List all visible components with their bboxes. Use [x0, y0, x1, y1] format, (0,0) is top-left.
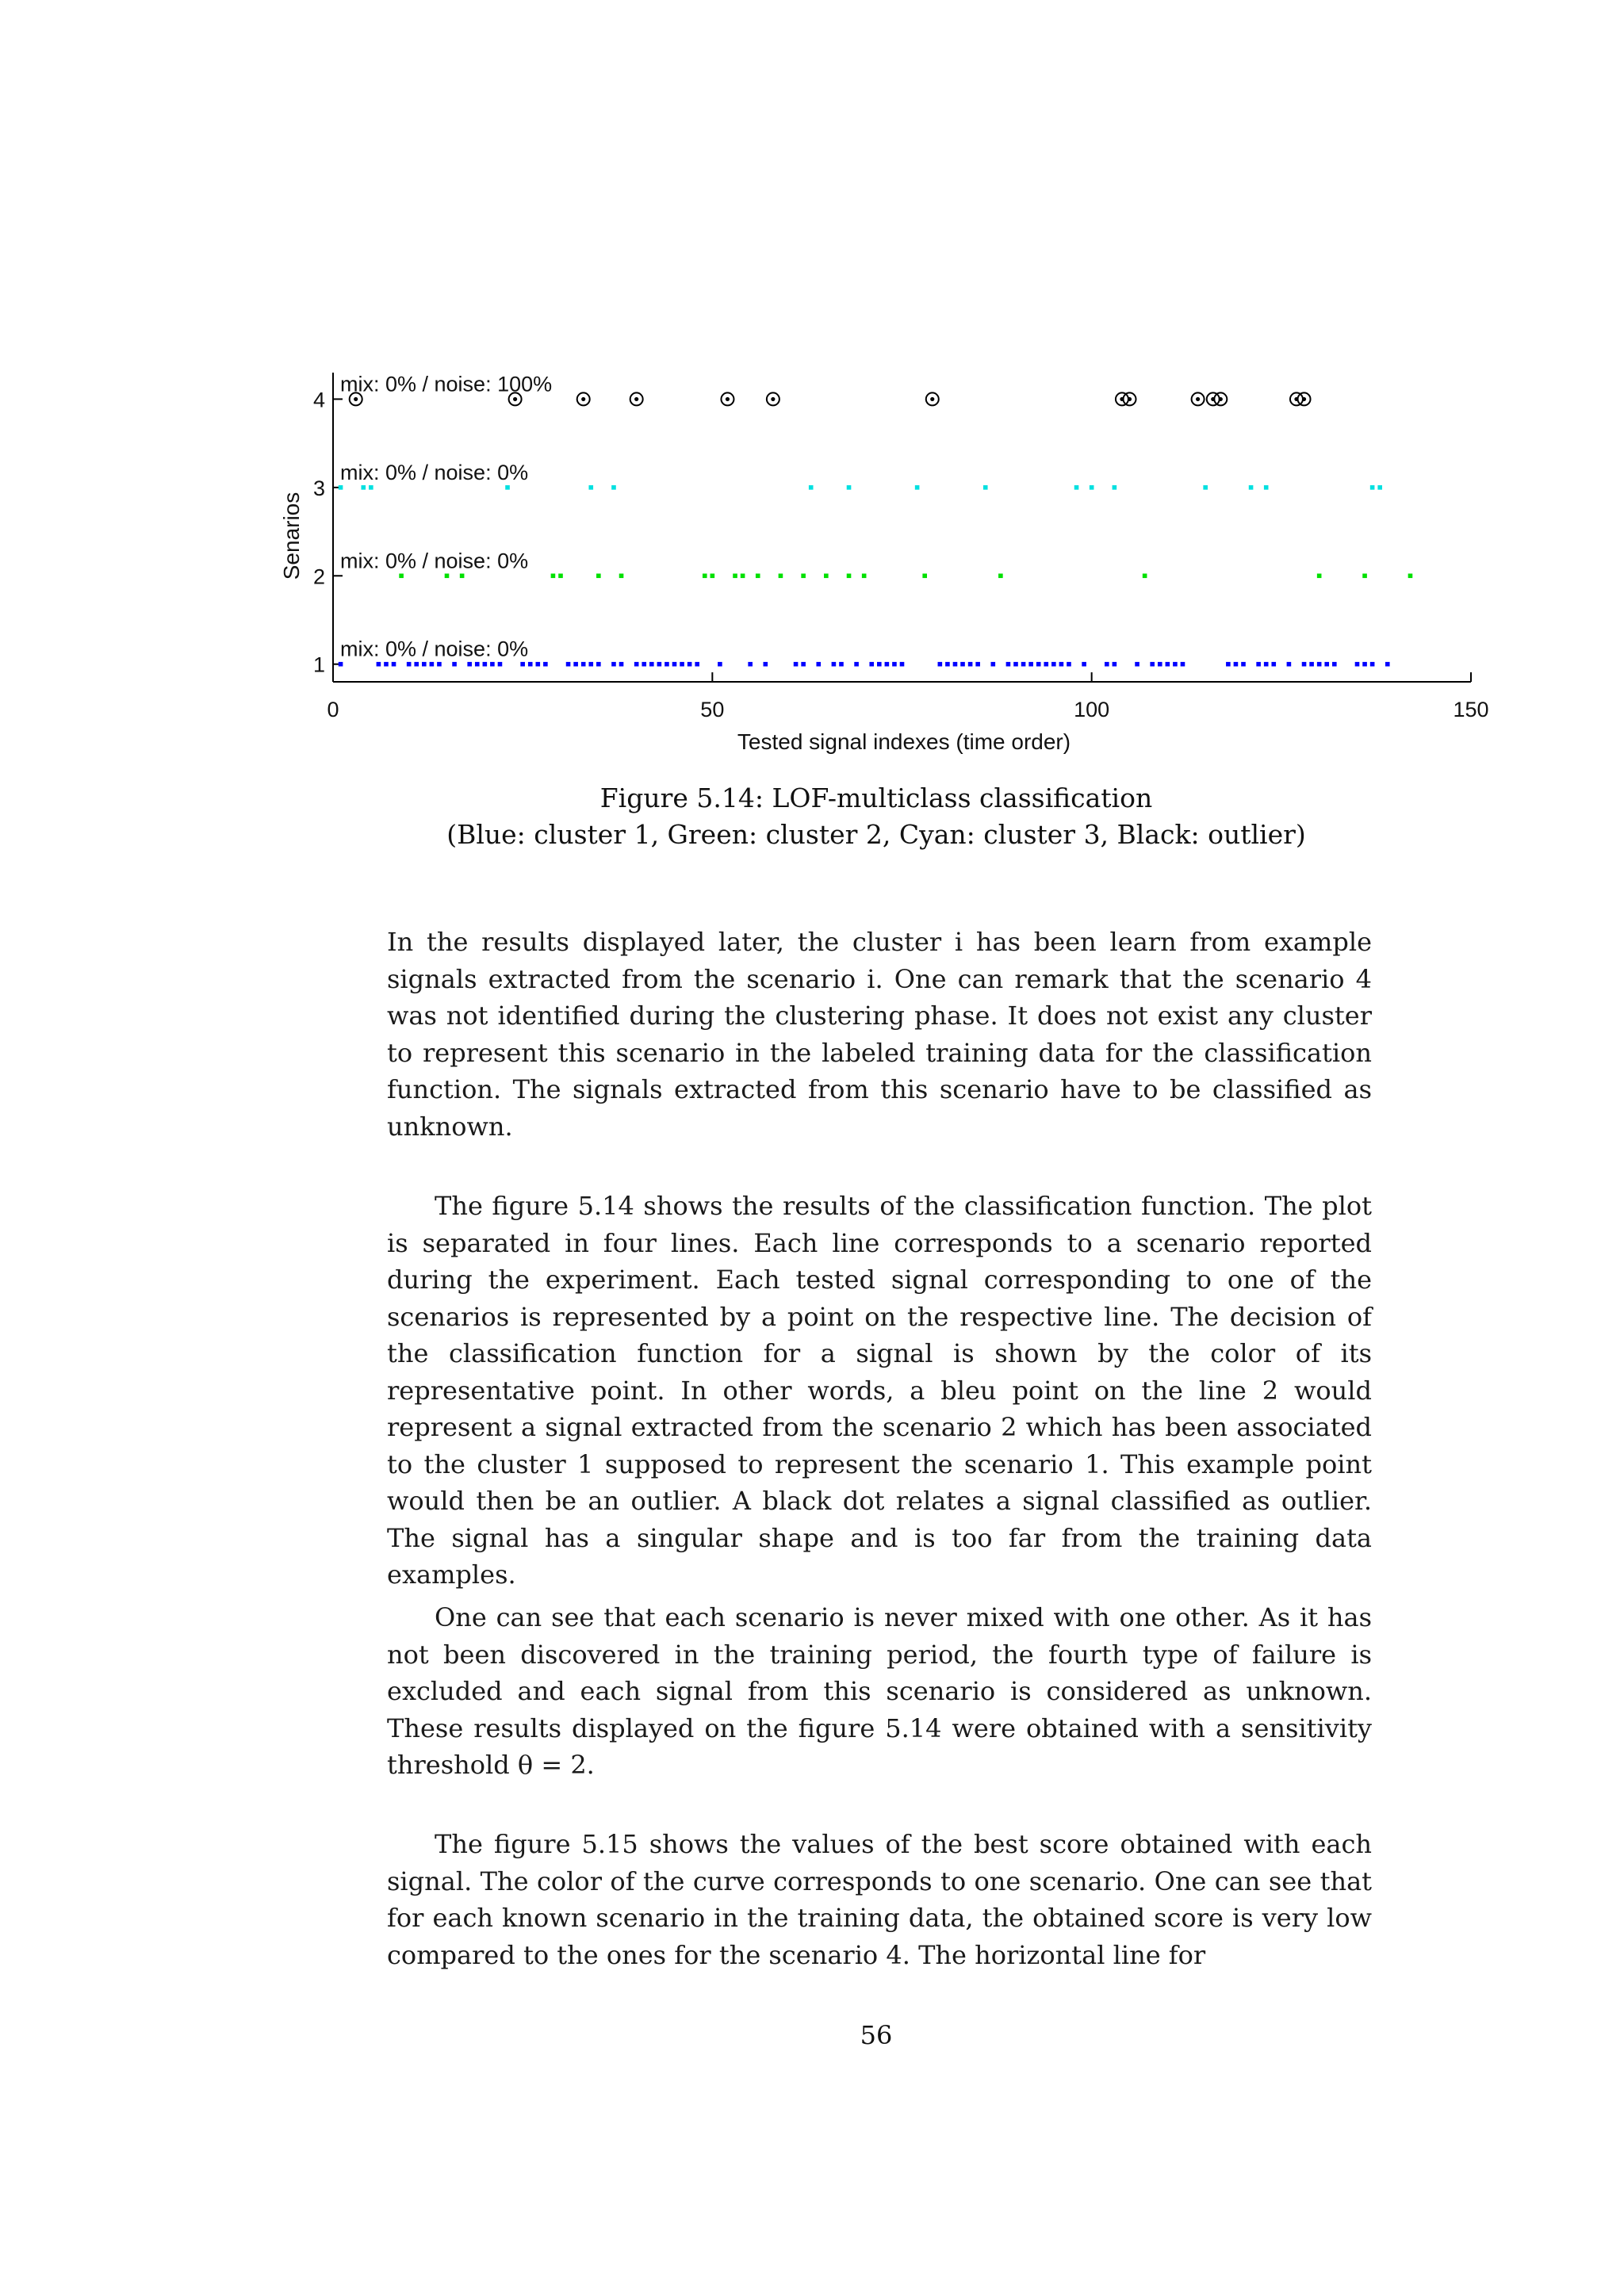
scenario-1-point: [839, 662, 844, 667]
scenario-3-point: [588, 485, 593, 490]
scenario-3-point: [361, 485, 366, 490]
scenario-1-point: [1013, 662, 1018, 667]
figure-caption-line1: Figure 5.14: LOF-multiclass classification: [599, 783, 1153, 813]
scenario-1-point: [377, 662, 381, 667]
chart-axes: [313, 372, 1489, 721]
scenario-1-point: [536, 662, 541, 667]
scenario-1-point: [1324, 662, 1329, 667]
scenario-1-point: [869, 662, 874, 667]
scenario-1-point: [483, 662, 488, 667]
scenario-1-point: [1036, 662, 1041, 667]
scenario-3-point: [1203, 485, 1208, 490]
scenario-1-point: [968, 662, 973, 667]
scenario-1-point: [1181, 662, 1185, 667]
scenario-1-point: [1173, 662, 1178, 667]
scenario-1-point: [1309, 662, 1314, 667]
scenario-2-point: [741, 573, 745, 578]
paragraph-4: The figure 5.15 shows the values of the best score obtained with each signal. The color of the curve corresponds to one scenario. One can see that for each known scenario in the training data, the obtained score is very low compared to the ones for the scenario 4. The horizontal line for: [387, 1829, 1372, 1970]
scenario-3-point: [339, 485, 343, 490]
scenario-1-point: [680, 662, 684, 667]
scenario-1-point: [1385, 662, 1390, 667]
scenario-1-point: [688, 662, 692, 667]
y-tick-label: 4: [312, 388, 325, 412]
scenario-1-point: [634, 662, 639, 667]
scenario-1-point: [1082, 662, 1086, 667]
scenario-1-point: [1362, 662, 1367, 667]
scenario-1-point: [1067, 662, 1071, 667]
scenario-1-point: [764, 662, 768, 667]
scenario-1-point: [642, 662, 646, 667]
scenario-1-point: [384, 662, 389, 667]
scenario-2-point: [779, 573, 783, 578]
scenario-1-point: [1021, 662, 1026, 667]
scenario-annotation: mix: 0% / noise: 0%: [340, 460, 529, 484]
outlier-point-center: [726, 397, 730, 401]
scenario-1-point: [407, 662, 412, 667]
scenario-1-point: [1044, 662, 1048, 667]
scenario-1-point: [581, 662, 586, 667]
scenario-1-point: [1332, 662, 1337, 667]
scenario-1-point: [832, 662, 837, 667]
scenario-1-point: [414, 662, 419, 667]
scenario-1-point: [596, 662, 601, 667]
scenario-1-point: [1355, 662, 1360, 667]
scenario-1-point: [1302, 662, 1307, 667]
y-tick-label: 3: [312, 476, 325, 500]
scenario-1-point: [794, 662, 799, 667]
scenario-1-point: [1271, 662, 1276, 667]
scenario-1-point: [695, 662, 699, 667]
scenario-1-point: [900, 662, 905, 667]
scenario-1-point: [1150, 662, 1155, 667]
scenario-2-point: [551, 573, 556, 578]
x-tick-label: 100: [1074, 698, 1110, 721]
scenario-1-point: [528, 662, 533, 667]
scenario-1-point: [649, 662, 654, 667]
x-axis-label: Tested signal indexes (time order): [737, 729, 1071, 754]
outlier-point-center: [513, 397, 517, 401]
scenario-annotation: mix: 0% / noise: 0%: [340, 549, 529, 573]
scenario-1-point: [1287, 662, 1292, 667]
scenario-1-point: [1158, 662, 1162, 667]
scenario-1-point: [498, 662, 503, 667]
scenario-1-point: [1241, 662, 1246, 667]
scenario-1-point: [339, 662, 343, 667]
outlier-point-center: [1128, 397, 1132, 401]
scenario-2-point: [445, 573, 450, 578]
scenario-2-point: [756, 573, 760, 578]
page-number: 56: [860, 2020, 893, 2050]
scenario-1-point: [490, 662, 495, 667]
paragraph-3: One can see that each scenario is never mixed with one other. As it has not been discovered in the training period, the fourth type of failure is excluded and each signal from this scenario is considered as unknown. These results displayed on the figure 5.14 were obtained with a sensitivity threshold θ = 2.: [387, 1602, 1372, 1780]
scenario-3-point: [1370, 485, 1375, 490]
scenario-1-point: [573, 662, 578, 667]
scenario-1-point: [422, 662, 427, 667]
outlier-point-center: [634, 397, 638, 401]
scenario-1-point: [611, 662, 616, 667]
scenario-1-point: [1226, 662, 1231, 667]
outlier-point-center: [771, 397, 775, 401]
outlier-point-center: [1302, 397, 1306, 401]
scenario-3-point: [915, 485, 920, 490]
scenario-1-point: [1059, 662, 1064, 667]
outlier-point-center: [1196, 397, 1200, 401]
scenario-1-point: [1264, 662, 1269, 667]
scenario-1-point: [520, 662, 525, 667]
scenario-2-point: [862, 573, 867, 578]
scenario-1-point: [1370, 662, 1375, 667]
scenario-1-point: [975, 662, 980, 667]
scenario-1-point: [1006, 662, 1011, 667]
outlier-point-center: [581, 397, 585, 401]
classification-chart: [0, 0, 1624, 761]
scenario-1-point: [1113, 662, 1117, 667]
scenario-1-point: [430, 662, 435, 667]
scenario-1-point: [816, 662, 821, 667]
scenario-3-point: [1113, 485, 1117, 490]
scenario-1-point: [748, 662, 753, 667]
paragraph-2: The figure 5.14 shows the results of the classification function. The plot is separated in four lines. Each line corresponds to a scenario reported during the experiment. Each tested signal corresponding to one of the scenarios is represented by a point on the respective line. The decision of the classification function for a signal is shown by the color of its representative point. In other words, a bleu point on the line 2 would represent a signal extracted from the scenario 2 which has been associated to the cluster 1 supposed to represent the scenario 1. This example point would then be an outlier. A black dot relates a signal classified as outlier. The signal has a singular shape and is too far from the training data examples.: [387, 1191, 1372, 1590]
scenario-1-point: [665, 662, 669, 667]
scenario-2-point: [460, 573, 465, 578]
x-tick-label: 50: [700, 698, 725, 721]
x-tick-label: 0: [327, 698, 339, 721]
scenario-3-point: [847, 485, 852, 490]
scenario-2-point: [801, 573, 806, 578]
scenario-2-point: [619, 573, 624, 578]
scenario-2-point: [558, 573, 563, 578]
scenario-2-point: [1317, 573, 1322, 578]
scenario-1-point: [1234, 662, 1239, 667]
scenario-1-point: [1028, 662, 1033, 667]
scenario-2-point: [1362, 573, 1367, 578]
scenario-2-point: [847, 573, 852, 578]
scenario-1-point: [945, 662, 950, 667]
figure-caption-line2: (Blue: cluster 1, Green: cluster 2, Cyan: cluster 3, Black: outlier): [446, 819, 1306, 850]
scenario-2-point: [824, 573, 829, 578]
scenario-1-point: [619, 662, 624, 667]
scenario-1-point: [672, 662, 677, 667]
scenario-1-point: [718, 662, 722, 667]
scenario-3-point: [1090, 485, 1094, 490]
scenario-1-point: [885, 662, 890, 667]
scenario-1-point: [938, 662, 943, 667]
scenario-annotation: mix: 0% / noise: 100%: [340, 372, 553, 396]
scenario-1-point: [437, 662, 442, 667]
scenario-3-point: [505, 485, 510, 490]
scenario-2-point: [596, 573, 601, 578]
y-tick-label: 1: [312, 652, 325, 677]
scenario-2-point: [703, 573, 707, 578]
scenario-2-point: [998, 573, 1003, 578]
scenario-1-point: [991, 662, 996, 667]
scenario-3-point: [809, 485, 814, 490]
scenario-1-point: [1317, 662, 1322, 667]
scenario-1-point: [1166, 662, 1170, 667]
scenario-1-point: [854, 662, 859, 667]
scenario-1-point: [1256, 662, 1261, 667]
scenario-2-point: [1408, 573, 1413, 578]
scenario-1-point: [452, 662, 457, 667]
scenario-1-point: [801, 662, 806, 667]
outlier-point-center: [1219, 397, 1223, 401]
outlier-point-center: [930, 397, 934, 401]
scenario-annotation: mix: 0% / noise: 0%: [340, 637, 529, 661]
scenario-3-point: [369, 485, 373, 490]
scenario-1-point: [1051, 662, 1056, 667]
scenario-3-point: [611, 485, 616, 490]
chart-marks: [339, 392, 1413, 666]
y-axis-label: Senarios: [279, 492, 304, 580]
scenario-1-point: [543, 662, 548, 667]
scenario-3-point: [1377, 485, 1382, 490]
scenario-1-point: [1135, 662, 1139, 667]
scenario-3-point: [1249, 485, 1254, 490]
scenario-2-point: [710, 573, 715, 578]
scenario-1-point: [960, 662, 965, 667]
scenario-1-point: [467, 662, 472, 667]
scenario-1-point: [588, 662, 593, 667]
scenario-2-point: [1143, 573, 1147, 578]
scenario-1-point: [877, 662, 882, 667]
scenario-1-point: [392, 662, 396, 667]
y-tick-label: 2: [312, 564, 325, 589]
scenario-1-point: [953, 662, 958, 667]
scenario-2-point: [399, 573, 404, 578]
scenario-3-point: [983, 485, 988, 490]
scenario-1-point: [657, 662, 662, 667]
scenario-1-point: [892, 662, 897, 667]
scenario-2-point: [733, 573, 737, 578]
x-tick-label: 150: [1453, 698, 1489, 721]
paragraph-1: In the results displayed later, the cluster i has been learn from example signals extracted from the scenario i. One can remark that the scenario 4 was not identified during the clustering phase. It does not exist any cluster to represent this scenario in the labeled training data for the classification function. The signals extracted from this scenario have to be classified as unknown.: [387, 927, 1372, 1142]
scenario-1-point: [1105, 662, 1109, 667]
scenario-2-point: [922, 573, 927, 578]
scenario-3-point: [1264, 485, 1269, 490]
scenario-3-point: [1074, 485, 1079, 490]
scenario-1-point: [566, 662, 571, 667]
scenario-1-point: [475, 662, 480, 667]
outlier-point-center: [354, 397, 358, 401]
